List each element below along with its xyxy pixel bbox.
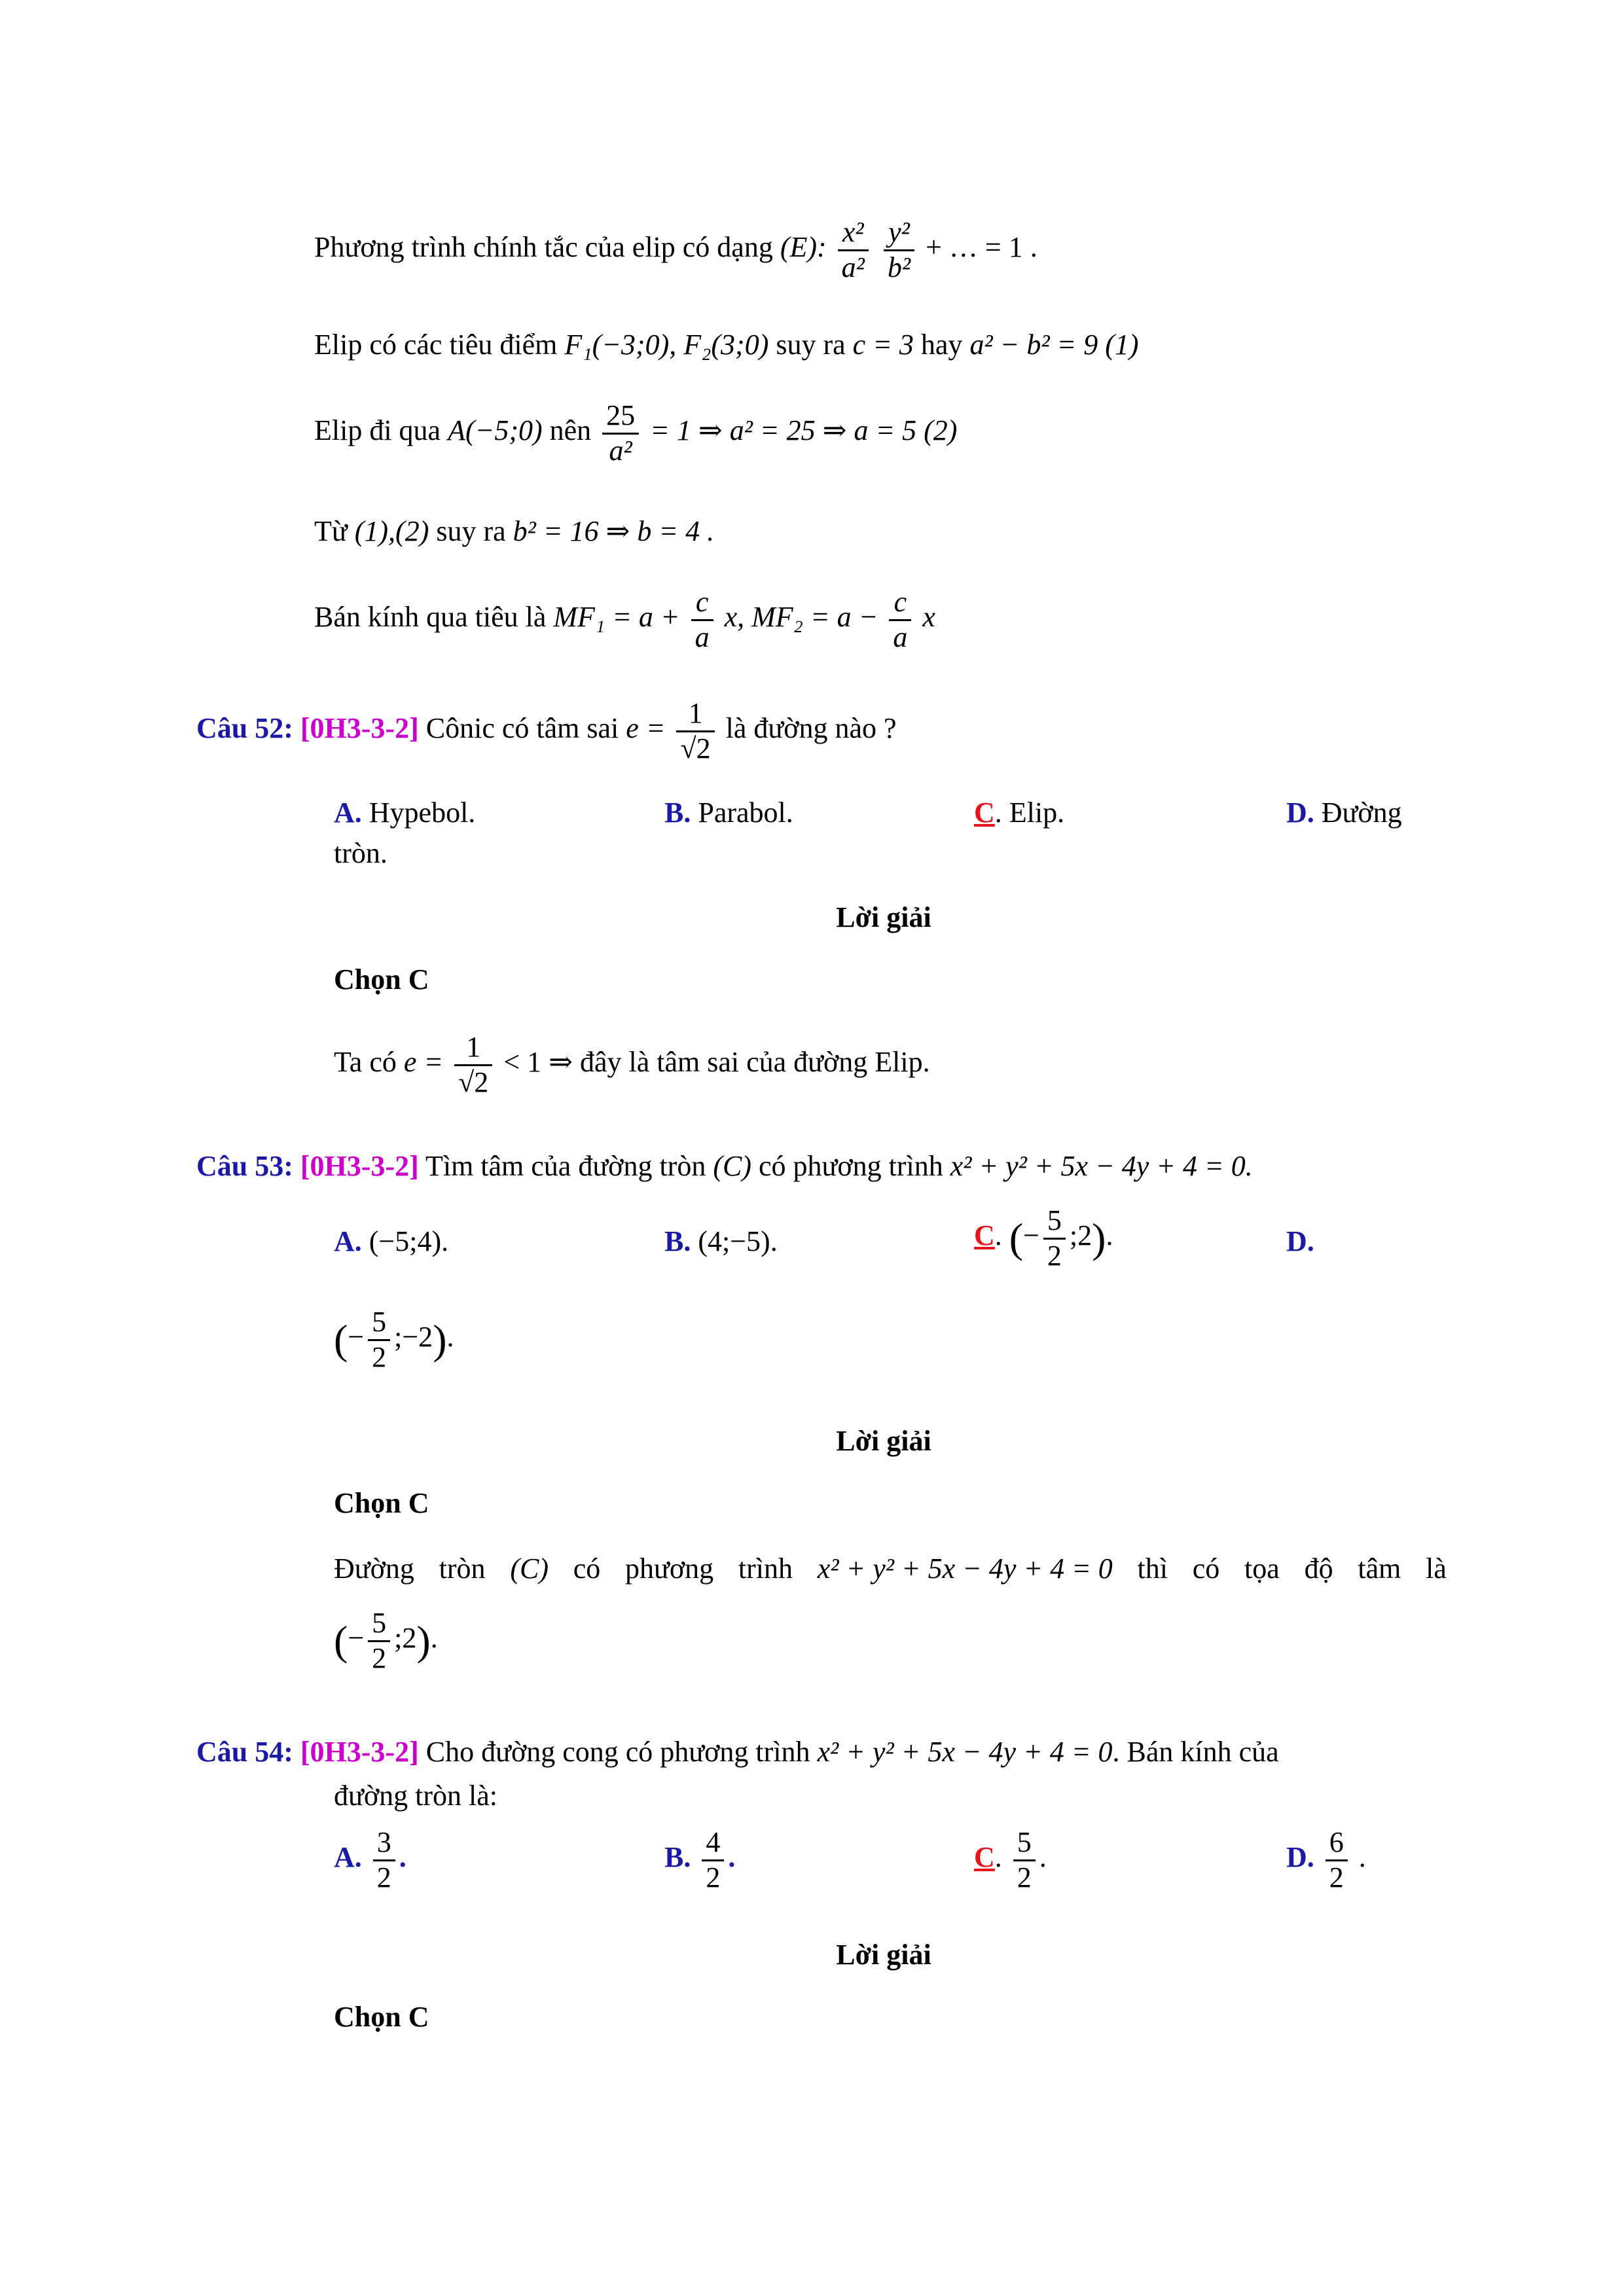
question-label: Câu 52: bbox=[196, 712, 293, 745]
option-a[interactable]: A. $\frac{3}{2}$ . bbox=[334, 1826, 406, 1893]
question-54: Câu 54: [0H3-3-2] Cho đường cong có phương trình x² + y² + 5x − 4y + 4 = 0. Bán kính của bbox=[196, 1736, 1279, 1768]
option-a[interactable]: A. Hypebol. bbox=[334, 797, 476, 829]
fraction: $\frac{6}{2}$ bbox=[1326, 1826, 1348, 1894]
solution-line-5: Bán kính qua tiêu là MF₁ = a + $\frac{c}{a}$ x, MF₂ = a − $\frac{c}{a}$ x bbox=[314, 586, 935, 653]
ellipse-label: (E): bbox=[780, 231, 827, 264]
chosen-answer: Chọn C bbox=[334, 963, 429, 996]
fraction: $\frac{1}{√2}$ bbox=[454, 1031, 492, 1099]
question-label: Câu 54: bbox=[196, 1736, 293, 1768]
fraction: $\frac{4}{2}$ bbox=[702, 1826, 724, 1894]
question-52: Câu 52: [0H3-3-2] Cônic có tâm sai e = $\frac{1}{√2}$ là đường nào ? bbox=[196, 697, 897, 764]
option-d[interactable]: D. Đường bbox=[1286, 797, 1402, 829]
question-label: Câu 53: bbox=[196, 1150, 293, 1182]
solution-title: Lời giải bbox=[836, 901, 931, 933]
fraction: $\frac{c}{a}$ bbox=[889, 586, 911, 654]
option-b[interactable]: B. $\frac{4}{2}$ . bbox=[664, 1826, 736, 1893]
option-d-wrap: tròn. bbox=[334, 837, 388, 869]
solution-title: Lời giải bbox=[836, 1939, 931, 1971]
question-54-wrap: đường tròn là: bbox=[334, 1780, 497, 1812]
fraction: $\frac{5}{2}$ bbox=[368, 1607, 390, 1675]
question-53: Câu 53: [0H3-3-2] Tìm tâm của đường tròn (C) có phương trình x² + y² + 5x − 4y + 4 = 0. bbox=[196, 1150, 1253, 1182]
question-text: Cônic có tâm sai bbox=[425, 712, 619, 745]
option-b[interactable]: B. Parabol. bbox=[664, 797, 793, 829]
option-d[interactable]: D. bbox=[1286, 1225, 1314, 1257]
question-code: [0H3-3-2] bbox=[300, 1736, 419, 1768]
option-d[interactable]: D. $\frac{6}{2}$ . bbox=[1286, 1826, 1366, 1893]
fraction: $\frac{\text{y²}}{\text{b²}}$ bbox=[884, 216, 914, 284]
solution-line-2: Elip có các tiêu điểm F₁(−3;0), F₂(3;0) suy ra c = 3 hay a² − b² = 9 (1) bbox=[314, 329, 1139, 361]
fraction: $\frac{3}{2}$ bbox=[373, 1826, 395, 1894]
option-c-correct[interactable]: C. (− $\frac{5}{2}$ ;2). bbox=[974, 1204, 1113, 1272]
chosen-answer: Chọn C bbox=[334, 2001, 429, 2033]
solution-line-4: Từ (1),(2) suy ra b² = 16 ⇒ b = 4 . bbox=[314, 515, 715, 547]
solution-text: Phương trình chính tắc của elip có dạng bbox=[314, 231, 773, 264]
option-a[interactable]: A. (−5;4). bbox=[334, 1225, 449, 1257]
option-c-correct[interactable]: C. Elip. bbox=[974, 797, 1065, 829]
solution-result: (− $\frac{5}{2}$ ;2). bbox=[334, 1607, 438, 1674]
question-code: [0H3-3-2] bbox=[300, 1150, 419, 1182]
fraction: $\frac{1}{√2}$ bbox=[676, 697, 714, 765]
equation-rhs: + … = 1 . bbox=[926, 231, 1038, 264]
solution-line-3: Elip đi qua A(−5;0) nên $\frac{25}{\text{a²}}$ = 1 ⇒ a² = 25 ⇒ a = 5 (2) bbox=[314, 399, 958, 467]
fraction: $\frac{5}{2}$ bbox=[368, 1306, 390, 1374]
solution-line: Đường tròn (C) có phương trình x² + y² + 5x − 4y + 4 = 0 thì có tọa độ tâm là bbox=[334, 1552, 1447, 1585]
solution-line: Ta có e = $\frac{1}{√2}$ < 1 ⇒ đây là tâm sai của đường Elip. bbox=[334, 1031, 930, 1098]
question-code: [0H3-3-2] bbox=[300, 712, 419, 745]
option-b[interactable]: B. (4;−5). bbox=[664, 1225, 778, 1257]
solution-title: Lời giải bbox=[836, 1425, 931, 1457]
chosen-answer: Chọn C bbox=[334, 1487, 429, 1519]
fraction: $\frac{5}{2}$ bbox=[1043, 1204, 1066, 1272]
fraction: $\frac{5}{2}$ bbox=[1013, 1826, 1036, 1894]
option-c-correct[interactable]: C. $\frac{5}{2}$ . bbox=[974, 1826, 1047, 1893]
foci-math: F₁(−3;0), F₂(3;0) bbox=[564, 329, 769, 361]
fraction: $\frac{25}{\text{a²}}$ bbox=[602, 399, 639, 467]
fraction: $\frac{\text{x²}}{\text{a²}}$ bbox=[838, 216, 869, 284]
option-d-value: (− $\frac{5}{2}$ ;−2). bbox=[334, 1306, 454, 1373]
fraction: $\frac{c}{a}$ bbox=[691, 586, 713, 654]
solution-line-1 bbox=[314, 216, 1038, 284]
